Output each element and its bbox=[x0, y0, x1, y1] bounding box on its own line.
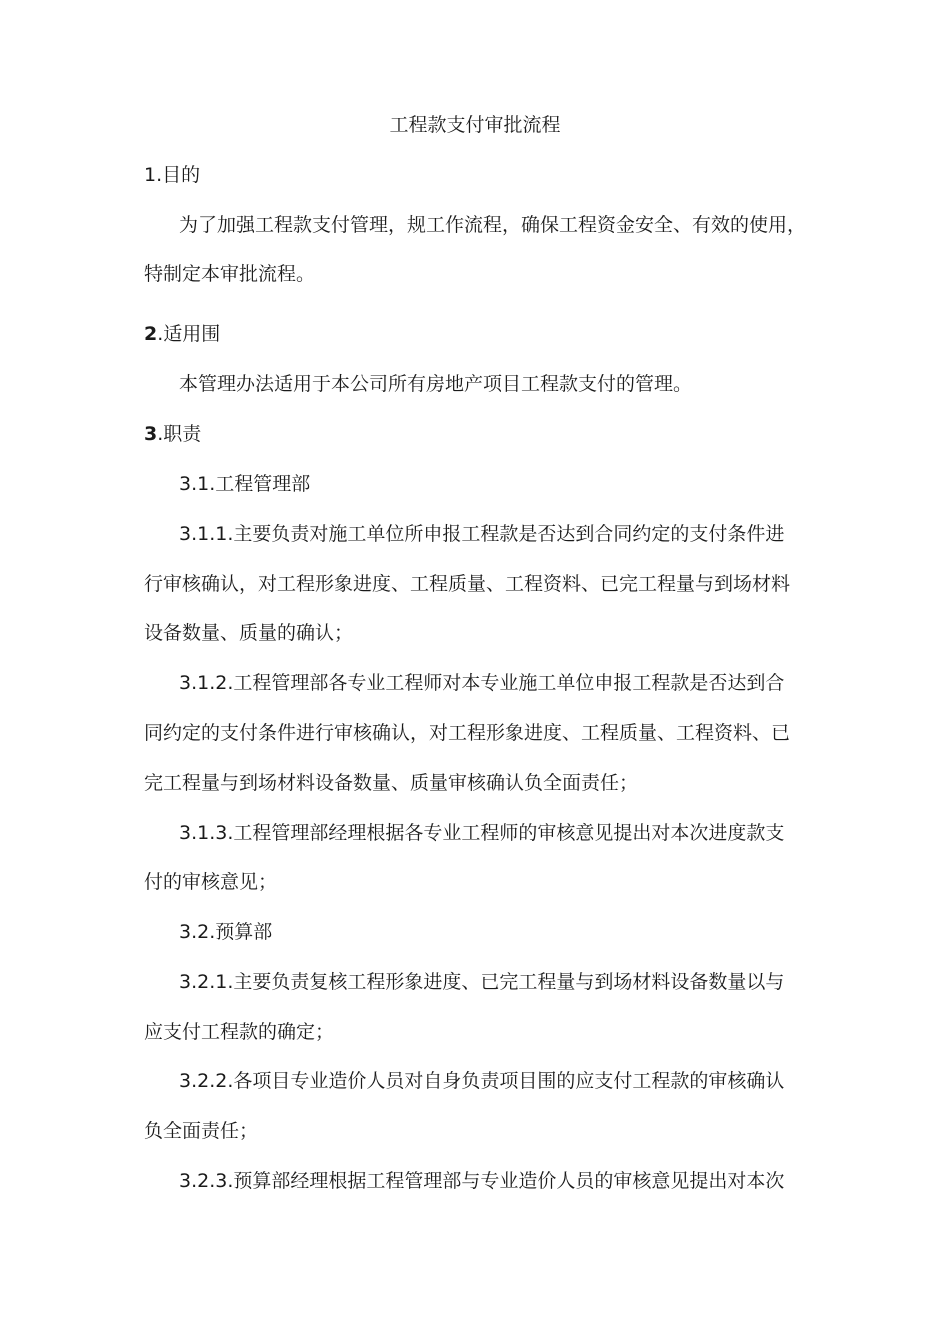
section-3-number: 3 bbox=[144, 423, 158, 445]
item-3-1-2-line-3: 完工程量与到场材料设备数量、质量审核确认负全面责任； bbox=[144, 772, 639, 794]
item-3-1-2-line-2: 同约定的支付条件进行审核确认，对工程形象进度、工程质量、工程资料、已 bbox=[144, 722, 791, 744]
section-1-heading: 1.目的 bbox=[144, 164, 201, 186]
section-3-heading bbox=[144, 421, 201, 447]
item-3-1-1-line-3: 设备数量、质量的确认； bbox=[144, 622, 354, 644]
item-3-2-1-line-1: 3.2.1.主要负责复核工程形象进度、已完工程量与到场材料设备数量以与 bbox=[179, 971, 785, 993]
item-3-1-3-line-2: 付的审核意见； bbox=[144, 871, 278, 893]
section-3-title: .职责 bbox=[157, 423, 202, 445]
item-3-2-1-line-2: 应支付工程款的确定； bbox=[144, 1021, 335, 1043]
subsection-3-1-heading: 3.1.工程管理部 bbox=[179, 473, 311, 495]
item-3-1-2-line-1: 3.1.2.工程管理部各专业工程师对本专业施工单位申报工程款是否达到合 bbox=[179, 672, 785, 694]
item-3-2-2-line-2: 负全面责任； bbox=[144, 1120, 259, 1142]
subsection-3-2-heading: 3.2.预算部 bbox=[179, 921, 273, 943]
section-2-number: 2 bbox=[144, 323, 158, 345]
item-3-1-1-line-1: 3.1.1.主要负责对施工单位所申报工程款是否达到合同约定的支付条件进 bbox=[179, 523, 785, 545]
item-3-2-3-line-1: 3.2.3.预算部经理根据工程管理部与专业造价人员的审核意见提出对本次 bbox=[179, 1170, 785, 1192]
section-2-title: .适用围 bbox=[157, 323, 221, 345]
item-3-1-1-line-2: 行审核确认，对工程形象进度、工程质量、工程资料、已完工程量与到场材料 bbox=[144, 573, 791, 595]
document-title: 工程款支付审批流程 bbox=[389, 114, 561, 136]
section-1-paragraph-line-2: 特制定本审批流程。 bbox=[144, 263, 316, 285]
section-2-paragraph: 本管理办法适用于本公司所有房地产项目工程款支付的管理。 bbox=[179, 373, 693, 395]
section-2-heading bbox=[144, 321, 220, 347]
item-3-1-3-line-1: 3.1.3.工程管理部经理根据各专业工程师的审核意见提出对本次进度款支 bbox=[179, 822, 785, 844]
item-3-2-2-line-1: 3.2.2.各项目专业造价人员对自身负责项目围的应支付工程款的审核确认 bbox=[179, 1070, 785, 1092]
section-1-paragraph-line-1: 为了加强工程款支付管理，规工作流程，确保工程资金安全、有效的使用， bbox=[179, 214, 807, 236]
